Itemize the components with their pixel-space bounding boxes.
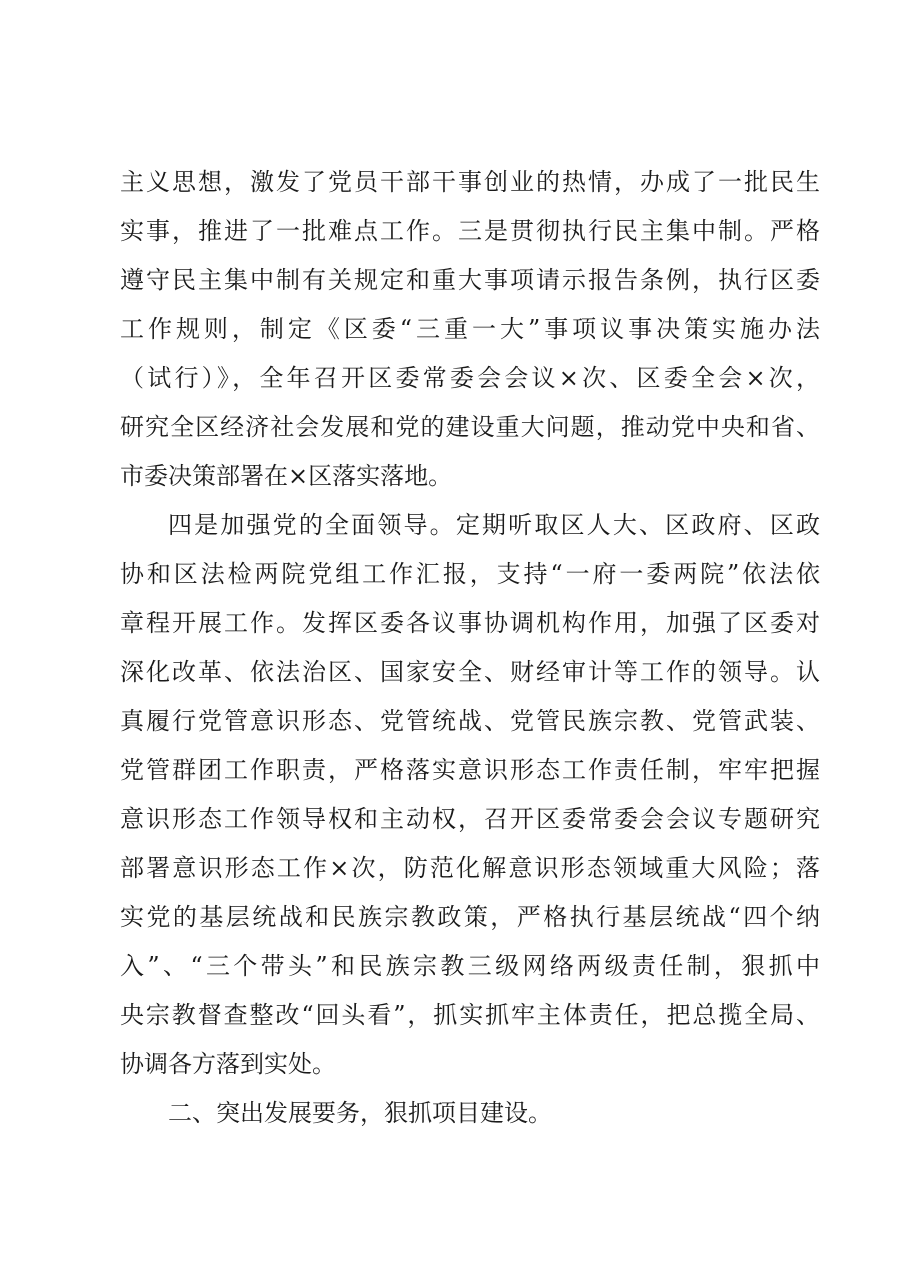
section-heading: 二、突出发展要务，狠抓项目建设。 — [168, 1099, 552, 1127]
paragraph-2-line: 协调各方落到实处。 — [120, 1050, 336, 1078]
paragraph-2-line: 真履行党管意识形态、党管统战、党管民族宗教、党管武装、 — [120, 707, 820, 735]
paragraph-1-line: 市委决策部署在×区落实落地。 — [120, 462, 453, 490]
paragraph-1-line: 工作规则，制定《区委“三重一大”事项议事决策实施办法 — [120, 315, 820, 343]
paragraph-2-line: 部署意识形态工作×次，防范化解意识形态领域重大风险；落 — [120, 854, 820, 882]
paragraph-2-line: 意识形态工作领导权和主动权，召开区委常委会会议专题研究 — [120, 805, 820, 833]
paragraph-2-line: 入”、“三个带头”和民族宗教三级网络两级责任制，狠抓中 — [120, 952, 820, 980]
paragraph-2-line: 深化改革、依法治区、国家安全、财经审计等工作的领导。认 — [120, 658, 820, 686]
paragraph-2-line: 协和区法检两院党组工作汇报，支持“一府一委两院”依法依 — [120, 560, 820, 588]
paragraph-1-line: （试行）》，全年召开区委常委会会议×次、区委全会×次， — [120, 364, 820, 392]
paragraph-1-line: 主义思想，激发了党员干部干事创业的热情，办成了一批民生 — [120, 168, 820, 196]
paragraph-1-line: 遵守民主集中制有关规定和重大事项请示报告条例，执行区委 — [120, 266, 820, 294]
paragraph-2-line: 实党的基层统战和民族宗教政策，严格执行基层统战“四个纳 — [120, 903, 820, 931]
paragraph-2-line: 央宗教督查整改“回头看”，抓实抓牢主体责任，把总揽全局、 — [120, 1001, 820, 1029]
paragraph-2-line: 章程开展工作。发挥区委各议事协调机构作用，加强了区委对 — [120, 609, 820, 637]
paragraph-1-line: 实事，推进了一批难点工作。三是贯彻执行民主集中制。严格 — [120, 217, 820, 245]
paragraph-2-line: 党管群团工作职责，严格落实意识形态工作责任制，牢牢把握 — [120, 756, 820, 784]
paragraph-1-line: 研究全区经济社会发展和党的建设重大问题，推动党中央和省、 — [120, 413, 820, 441]
paragraph-2-line: 四是加强党的全面领导。定期听取区人大、区政府、区政 — [168, 511, 820, 539]
